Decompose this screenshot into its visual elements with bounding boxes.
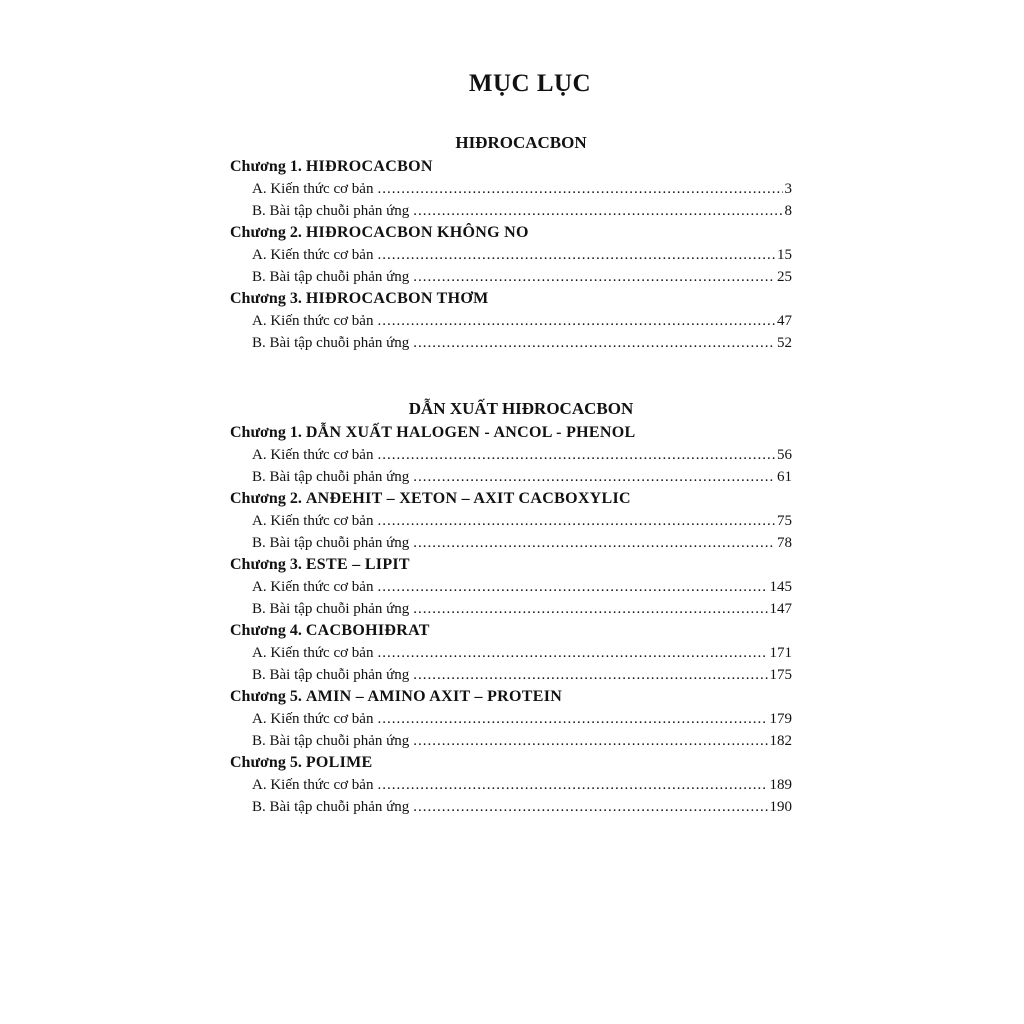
toc-chapter [230, 752, 792, 818]
dot-leader [413, 730, 767, 752]
toc-entry [230, 598, 792, 620]
dot-leader [377, 444, 775, 466]
entry-page-number: 3 [784, 181, 792, 197]
chapter-title: DẪN XUẤT HALOGEN - ANCOL - PHENOL [305, 424, 636, 441]
entry-page-number: 179 [769, 711, 792, 727]
toc-entry [230, 444, 792, 466]
entry-label: B. Bài tập chuỗi phản ứng [252, 733, 410, 749]
entry-label: A. Kiến thức cơ bản [252, 181, 374, 197]
chapter-heading [230, 620, 792, 642]
dot-leader [377, 708, 767, 730]
toc-chapter [230, 554, 792, 620]
chapter-title: AMIN – AMINO AXIT – PROTEIN [305, 688, 563, 705]
entry-label: B. Bài tập chuỗi phản ứng [252, 269, 410, 285]
entry-label: B. Bài tập chuỗi phản ứng [252, 667, 410, 683]
toc-entry [230, 664, 792, 686]
dot-leader [413, 332, 775, 354]
toc-entry [230, 532, 792, 554]
chapter-label: Chương 3. [230, 290, 302, 307]
entry-label: A. Kiến thức cơ bản [252, 247, 374, 263]
toc-entry [230, 576, 792, 598]
entry-label: A. Kiến thức cơ bản [252, 447, 374, 463]
chapter-title: ESTE – LIPIT [305, 556, 410, 573]
entry-page-number: 190 [769, 799, 792, 815]
chapter-title: HIĐROCACBON KHÔNG NO [305, 224, 529, 241]
entry-page-number: 61 [777, 469, 792, 485]
toc-chapter [230, 620, 792, 686]
dot-leader [377, 310, 775, 332]
entry-page-number: 52 [777, 335, 792, 351]
entry-page-number: 56 [777, 447, 792, 463]
toc-entry [230, 730, 792, 752]
dot-leader [413, 466, 775, 488]
entry-label: A. Kiến thức cơ bản [252, 313, 374, 329]
chapter-title: CACBOHIĐRAT [305, 622, 430, 639]
chapter-label: Chương 5. [230, 754, 302, 771]
toc-part-hidrocacbon [230, 130, 792, 354]
chapter-label: Chương 3. [230, 556, 302, 573]
chapter-label: Chương 4. [230, 622, 302, 639]
chapter-title: HIĐROCACBON [305, 158, 433, 175]
entry-page-number: 182 [769, 733, 792, 749]
entry-label: B. Bài tập chuỗi phản ứng [252, 799, 410, 815]
toc-entry [230, 178, 792, 200]
entry-page-number: 171 [769, 645, 792, 661]
chapter-label: Chương 2. [230, 490, 302, 507]
chapter-heading [230, 752, 792, 774]
chapter-heading [230, 422, 792, 444]
toc-entry [230, 774, 792, 796]
dot-leader [413, 598, 767, 620]
toc-entry [230, 510, 792, 532]
dot-leader [377, 178, 782, 200]
toc-entry [230, 708, 792, 730]
toc-entry [230, 466, 792, 488]
chapter-heading [230, 488, 792, 510]
entry-page-number: 75 [777, 513, 792, 529]
dot-leader [413, 532, 775, 554]
entry-label: B. Bài tập chuỗi phản ứng [252, 203, 410, 219]
entry-label: B. Bài tập chuỗi phản ứng [252, 535, 410, 551]
chapter-heading [230, 554, 792, 576]
entry-page-number: 189 [769, 777, 792, 793]
toc-chapter [230, 222, 792, 288]
entry-label: A. Kiến thức cơ bản [252, 579, 374, 595]
entry-label: A. Kiến thức cơ bản [252, 777, 374, 793]
chapter-label: Chương 1. [230, 424, 302, 441]
entry-page-number: 47 [777, 313, 792, 329]
entry-label: B. Bài tập chuỗi phản ứng [252, 469, 410, 485]
dot-leader [377, 642, 767, 664]
entry-page-number: 145 [769, 579, 792, 595]
toc-chapter [230, 156, 792, 222]
entry-label: B. Bài tập chuỗi phản ứng [252, 601, 410, 617]
entry-page-number: 175 [769, 667, 792, 683]
table-of-contents [230, 130, 792, 818]
toc-chapter [230, 488, 792, 554]
toc-entry [230, 642, 792, 664]
dot-leader [377, 244, 775, 266]
toc-entry [230, 200, 792, 222]
toc-entry [230, 310, 792, 332]
entry-page-number: 78 [777, 535, 792, 551]
entry-page-number: 8 [784, 203, 792, 219]
toc-chapter [230, 686, 792, 752]
chapter-label: Chương 1. [230, 158, 302, 175]
entry-label: B. Bài tập chuỗi phản ứng [252, 335, 410, 351]
part-title: HIĐROCACBON [455, 133, 587, 152]
dot-leader [377, 774, 767, 796]
chapter-title: POLIME [305, 754, 373, 771]
page-title: MỤC LỤC [468, 70, 592, 97]
chapter-heading [230, 222, 792, 244]
toc-part-dan-xuat-hidrocacbon [230, 396, 792, 818]
dot-leader [377, 510, 775, 532]
chapter-title: HIĐROCACBON THƠM [305, 290, 489, 307]
entry-label: A. Kiến thức cơ bản [252, 711, 374, 727]
dot-leader [413, 266, 775, 288]
entry-label: A. Kiến thức cơ bản [252, 645, 374, 661]
toc-entry [230, 796, 792, 818]
dot-leader [377, 576, 767, 598]
part-title: DẪN XUẤT HIĐROCACBON [408, 399, 634, 418]
dot-leader [413, 200, 782, 222]
chapter-label: Chương 2. [230, 224, 302, 241]
dot-leader [413, 796, 767, 818]
chapter-heading [230, 288, 792, 310]
toc-entry [230, 244, 792, 266]
entry-page-number: 15 [777, 247, 792, 263]
entry-page-number: 147 [769, 601, 792, 617]
toc-entry [230, 332, 792, 354]
chapter-label: Chương 5. [230, 688, 302, 705]
toc-chapter [230, 288, 792, 354]
entry-page-number: 25 [777, 269, 792, 285]
chapter-heading [230, 156, 792, 178]
chapter-title: ANĐEHIT – XETON – AXIT CACBOXYLIC [305, 490, 631, 507]
toc-entry [230, 266, 792, 288]
entry-label: A. Kiến thức cơ bản [252, 513, 374, 529]
chapter-heading [230, 686, 792, 708]
dot-leader [413, 664, 767, 686]
toc-chapter [230, 422, 792, 488]
